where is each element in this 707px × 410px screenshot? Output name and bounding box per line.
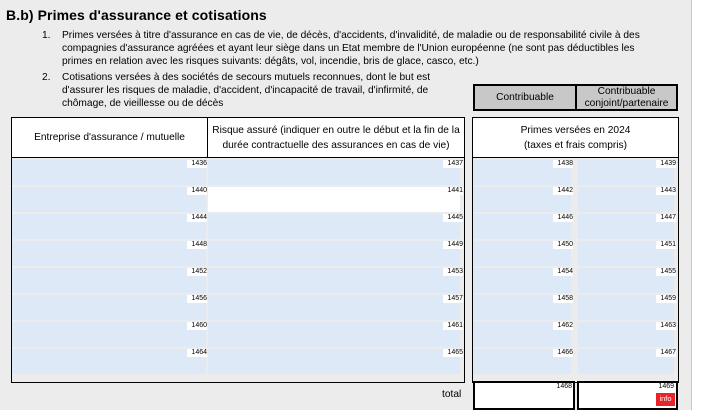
header-risque-line-1: Risque assuré (indiquer en outre le début et la fin de la (212, 124, 460, 136)
field-code: 1449 (443, 241, 463, 249)
field-code: 1439 (656, 160, 676, 168)
field-code: 1455 (656, 268, 676, 276)
input-row-6-col-1[interactable] (12, 295, 206, 320)
input-row-7-col-2[interactable] (208, 322, 460, 347)
field-code: 1457 (443, 295, 463, 303)
field-code: 1463 (656, 322, 676, 330)
field-code: 1445 (443, 214, 463, 222)
field-code: 1444 (187, 214, 207, 222)
header-primes-line-1: Primes versées en 2024 (520, 124, 631, 136)
field-code: 1437 (443, 160, 463, 168)
item-1-number: 1. (42, 30, 51, 41)
input-row-2-col-2[interactable] (208, 187, 460, 212)
item-1-line-2: compagnies d'assurance agréées et ayant leur siège dans un Etat membre de l'Union européenne (ne sont pas déductibles les (62, 43, 635, 54)
item-2-line-1: Cotisations versées à des sociétés de secours mutuels reconnues, dont le but est (62, 72, 431, 83)
header-contribuable: Contribuable (473, 84, 577, 111)
header-risque-line-2: durée contractuelle des assurances en cas de vie) (222, 139, 450, 151)
field-code: 1442 (553, 187, 573, 195)
field-code: 1450 (553, 241, 573, 249)
input-row-3-col-1[interactable] (12, 214, 206, 239)
item-2 (42, 71, 462, 111)
header-risque (207, 117, 465, 158)
item-2-line-3: chômage, de vieillesse ou de décès (62, 98, 224, 109)
input-row-4-col-1[interactable] (12, 241, 206, 266)
field-code: 1464 (187, 349, 207, 357)
field-code: 1452 (187, 268, 207, 276)
item-1 (42, 29, 682, 69)
header-partenaire-line-2: conjoint/partenaire (584, 97, 669, 109)
input-row-5-col-2[interactable] (208, 268, 460, 293)
info-badge[interactable]: info (656, 393, 675, 406)
field-code: 1460 (187, 322, 207, 330)
item-2-number: 2. (42, 72, 51, 83)
field-code: 1438 (553, 160, 573, 168)
field-code: 1461 (443, 322, 463, 330)
header-partenaire-line-1: Contribuable (597, 85, 656, 97)
field-code: 1441 (443, 187, 463, 195)
item-1-line-3: primes en relation avec les risques suivants: dégâts, vol, incendie, bris de glace, casco, etc.) (62, 56, 479, 67)
header-partenaire (575, 84, 678, 111)
field-code: 1443 (656, 187, 676, 195)
field-code: 1454 (553, 268, 573, 276)
field-code: 1440 (187, 187, 207, 195)
section-title: B.b) Primes d'assurance et cotisations (6, 7, 267, 23)
input-row-6-col-2[interactable] (208, 295, 460, 320)
input-row-8-col-1[interactable] (12, 349, 206, 374)
field-code: 1446 (553, 214, 573, 222)
field-code: 1465 (443, 349, 463, 357)
field-code: 1456 (187, 295, 207, 303)
item-1-line-1: Primes versées à titre d'assurance en cas de vie, de décès, d'accidents, d'invalidité, de maladie ou de responsabilité civile à des (62, 30, 640, 41)
field-code: 1447 (656, 214, 676, 222)
input-row-8-col-2[interactable] (208, 349, 460, 374)
field-code: 1436 (187, 160, 207, 168)
field-code: 1467 (656, 349, 676, 357)
field-code: 1466 (553, 349, 573, 357)
total-code-2: 1469 (654, 383, 674, 391)
item-2-line-2: d'assurer les risques de maladie, d'accident, d'incapacité de travail, d'infirmité, de (62, 85, 429, 96)
input-row-2-col-1[interactable] (12, 187, 206, 212)
input-row-4-col-2[interactable] (208, 241, 460, 266)
input-row-1-col-2[interactable] (208, 160, 460, 185)
field-code: 1448 (187, 241, 207, 249)
input-row-3-col-2[interactable] (208, 214, 460, 239)
field-code: 1453 (443, 268, 463, 276)
header-entreprise: Entreprise d'assurance / mutuelle (11, 117, 208, 158)
field-code: 1459 (656, 295, 676, 303)
header-primes-line-2: (taxes et frais compris) (523, 139, 628, 151)
input-row-1-col-1[interactable] (12, 160, 206, 185)
page-right-edge (691, 0, 707, 410)
input-row-7-col-1[interactable] (12, 322, 206, 347)
input-row-5-col-1[interactable] (12, 268, 206, 293)
field-code: 1458 (553, 295, 573, 303)
total-code-1: 1468 (552, 383, 572, 391)
header-primes (472, 117, 679, 158)
field-code: 1462 (553, 322, 573, 330)
field-code: 1451 (656, 241, 676, 249)
total-label: total (442, 389, 462, 400)
